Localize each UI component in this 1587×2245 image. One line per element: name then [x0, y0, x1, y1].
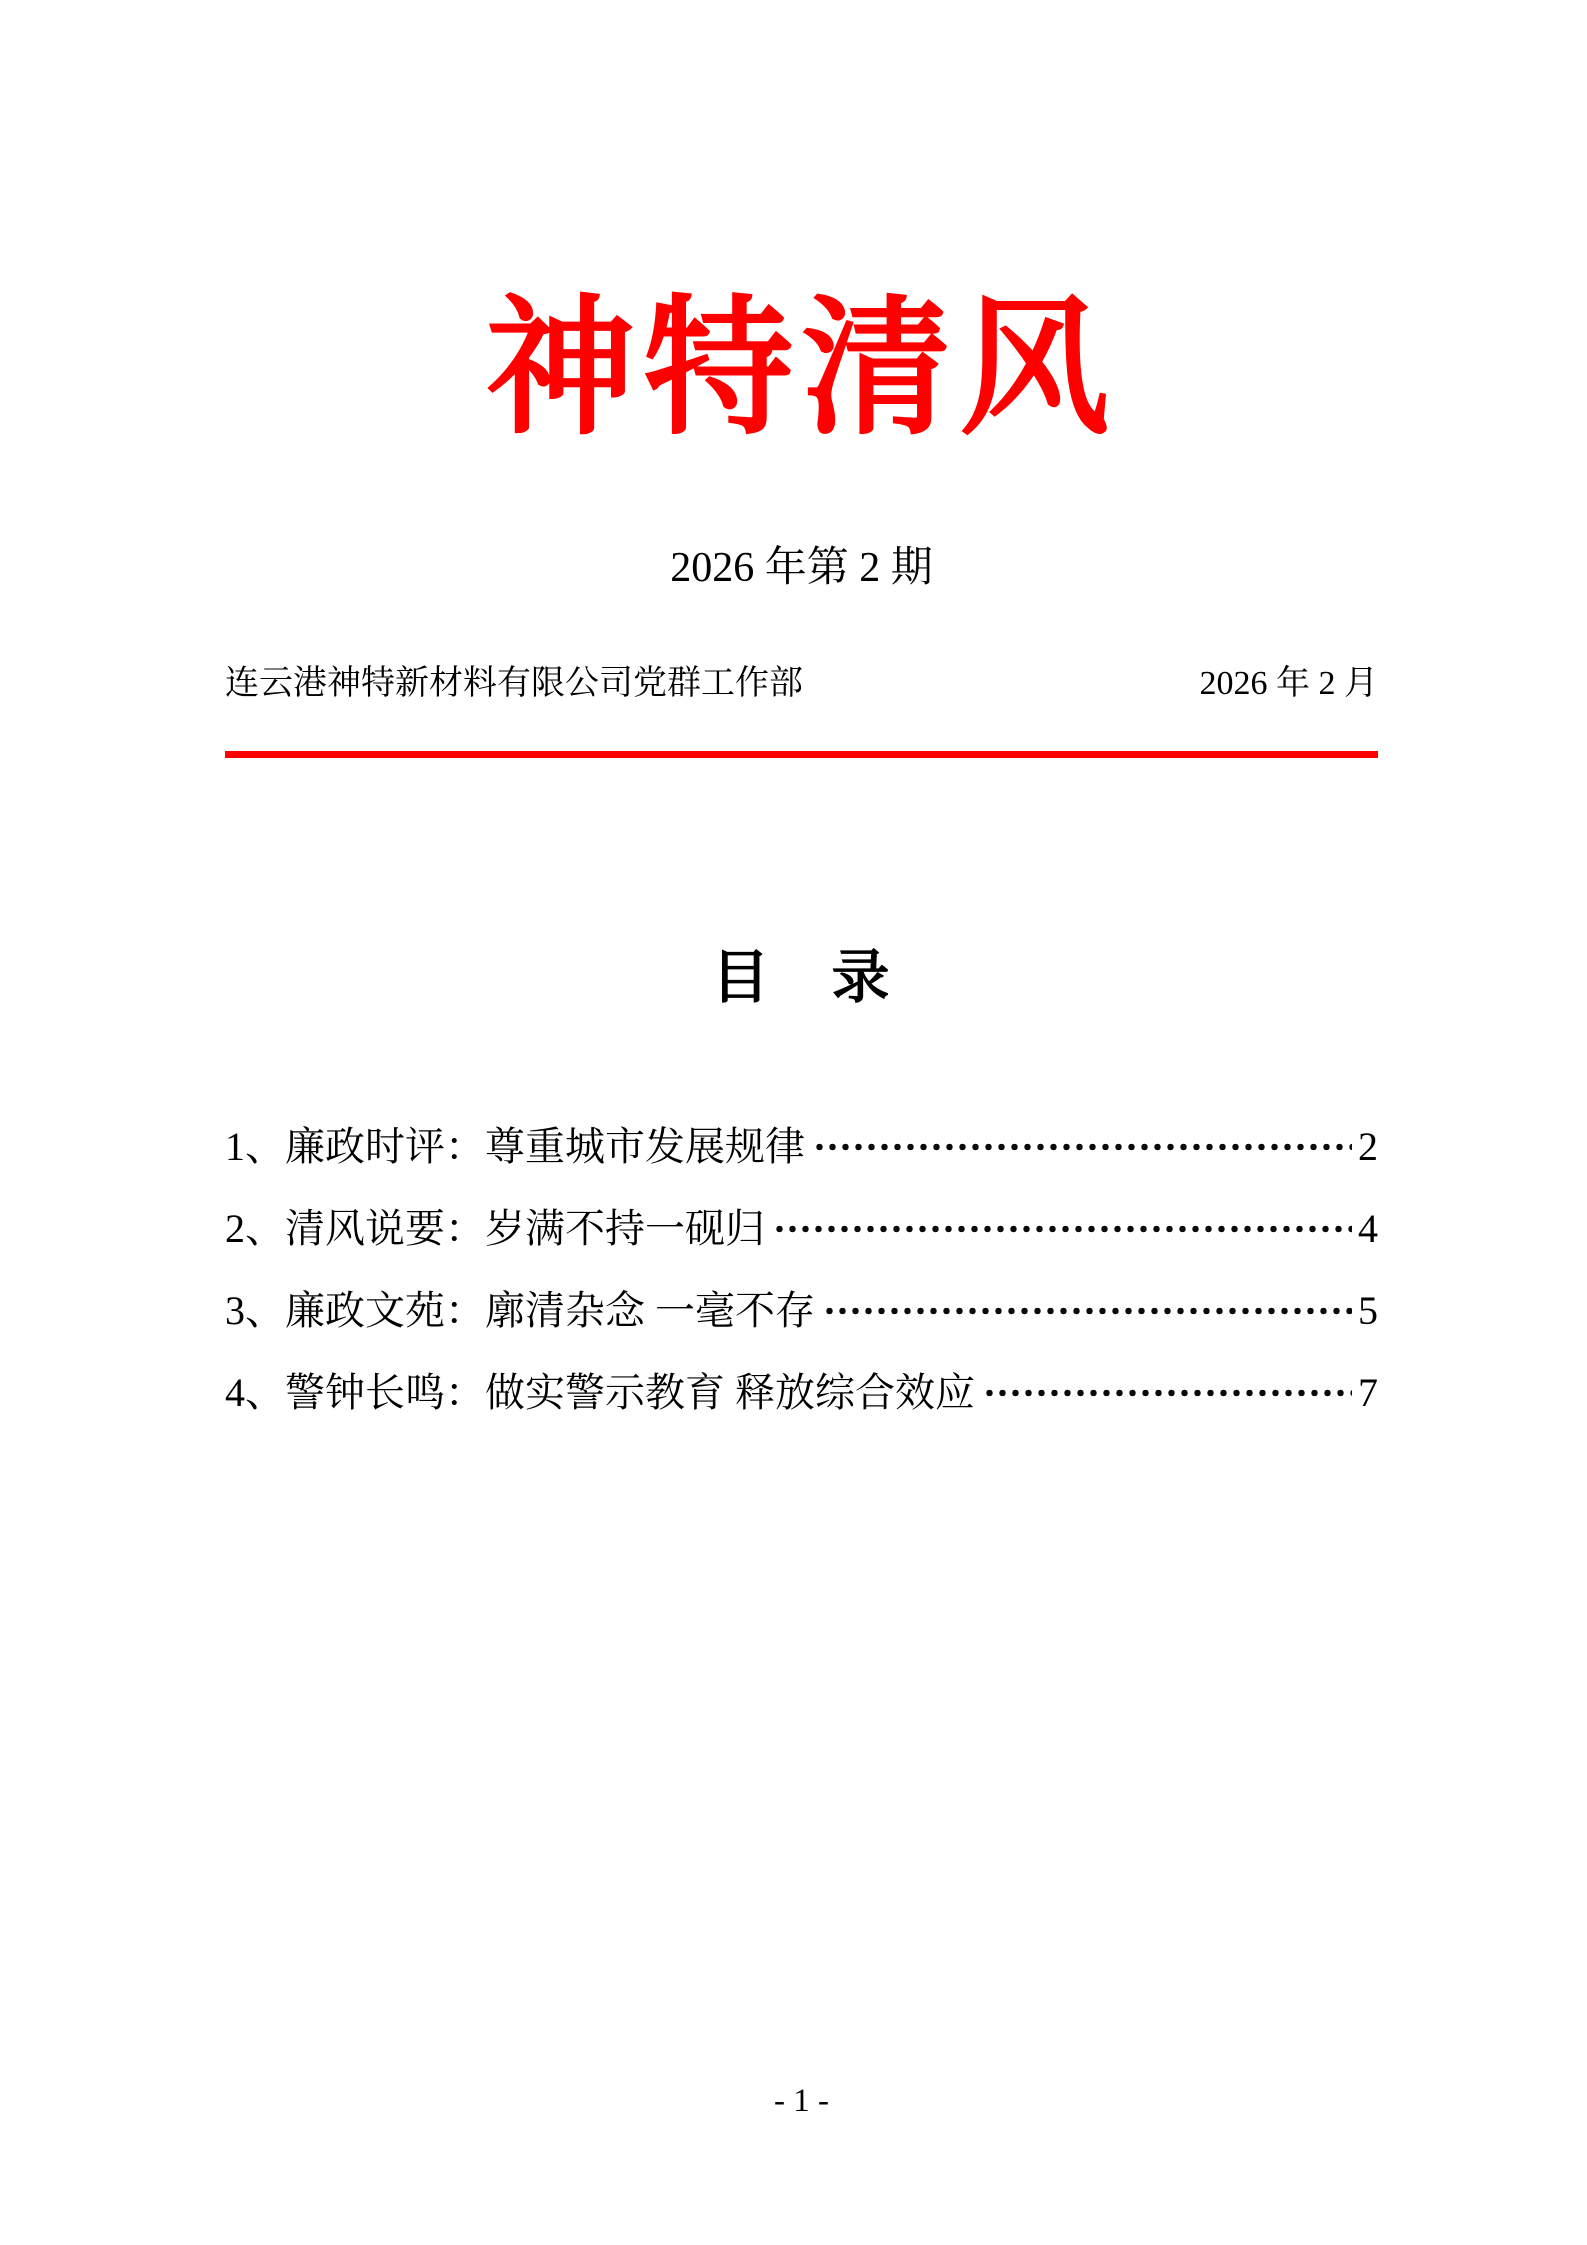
toc-entry-label: 1、廉政时评：尊重城市发展规律 [225, 1124, 805, 1169]
toc-dot-leader [813, 1142, 1352, 1152]
footer-page-number: - 1 - [774, 2083, 829, 2119]
toc-dot-leader [983, 1388, 1352, 1398]
issue-number-line: 2026 年第 2 期 [670, 545, 933, 591]
toc-dot-leader [773, 1224, 1352, 1234]
toc-entry[interactable] [225, 1204, 1378, 1254]
toc-entry-label: 4、警钟长鸣：做实警示教育 释放综合效应 [225, 1370, 975, 1415]
toc-entry-label: 2、清风说要：岁满不持一砚归 [225, 1206, 765, 1251]
toc-page-number: 5 [1358, 1288, 1378, 1333]
masthead-divider-rule [225, 751, 1378, 758]
content-column [225, 0, 1378, 2245]
publish-date: 2026 年 2 月 [1199, 665, 1378, 702]
toc-heading: 目 录 [711, 945, 892, 1010]
toc-page-number: 7 [1358, 1370, 1378, 1415]
toc-entry-label: 3、廉政文苑：廓清杂念 一毫不存 [225, 1288, 815, 1333]
toc-entry[interactable] [225, 1122, 1378, 1172]
publisher-row [225, 660, 1378, 708]
toc-list [225, 1122, 1378, 1450]
toc-page-number: 2 [1358, 1124, 1378, 1169]
toc-entry[interactable] [225, 1368, 1378, 1418]
toc-page-number: 4 [1358, 1206, 1378, 1251]
masthead-title: 神特清风 [485, 287, 1118, 453]
publisher-name: 连云港神特新材料有限公司党群工作部 [225, 665, 803, 702]
toc-dot-leader [823, 1306, 1352, 1316]
toc-entry[interactable] [225, 1286, 1378, 1336]
